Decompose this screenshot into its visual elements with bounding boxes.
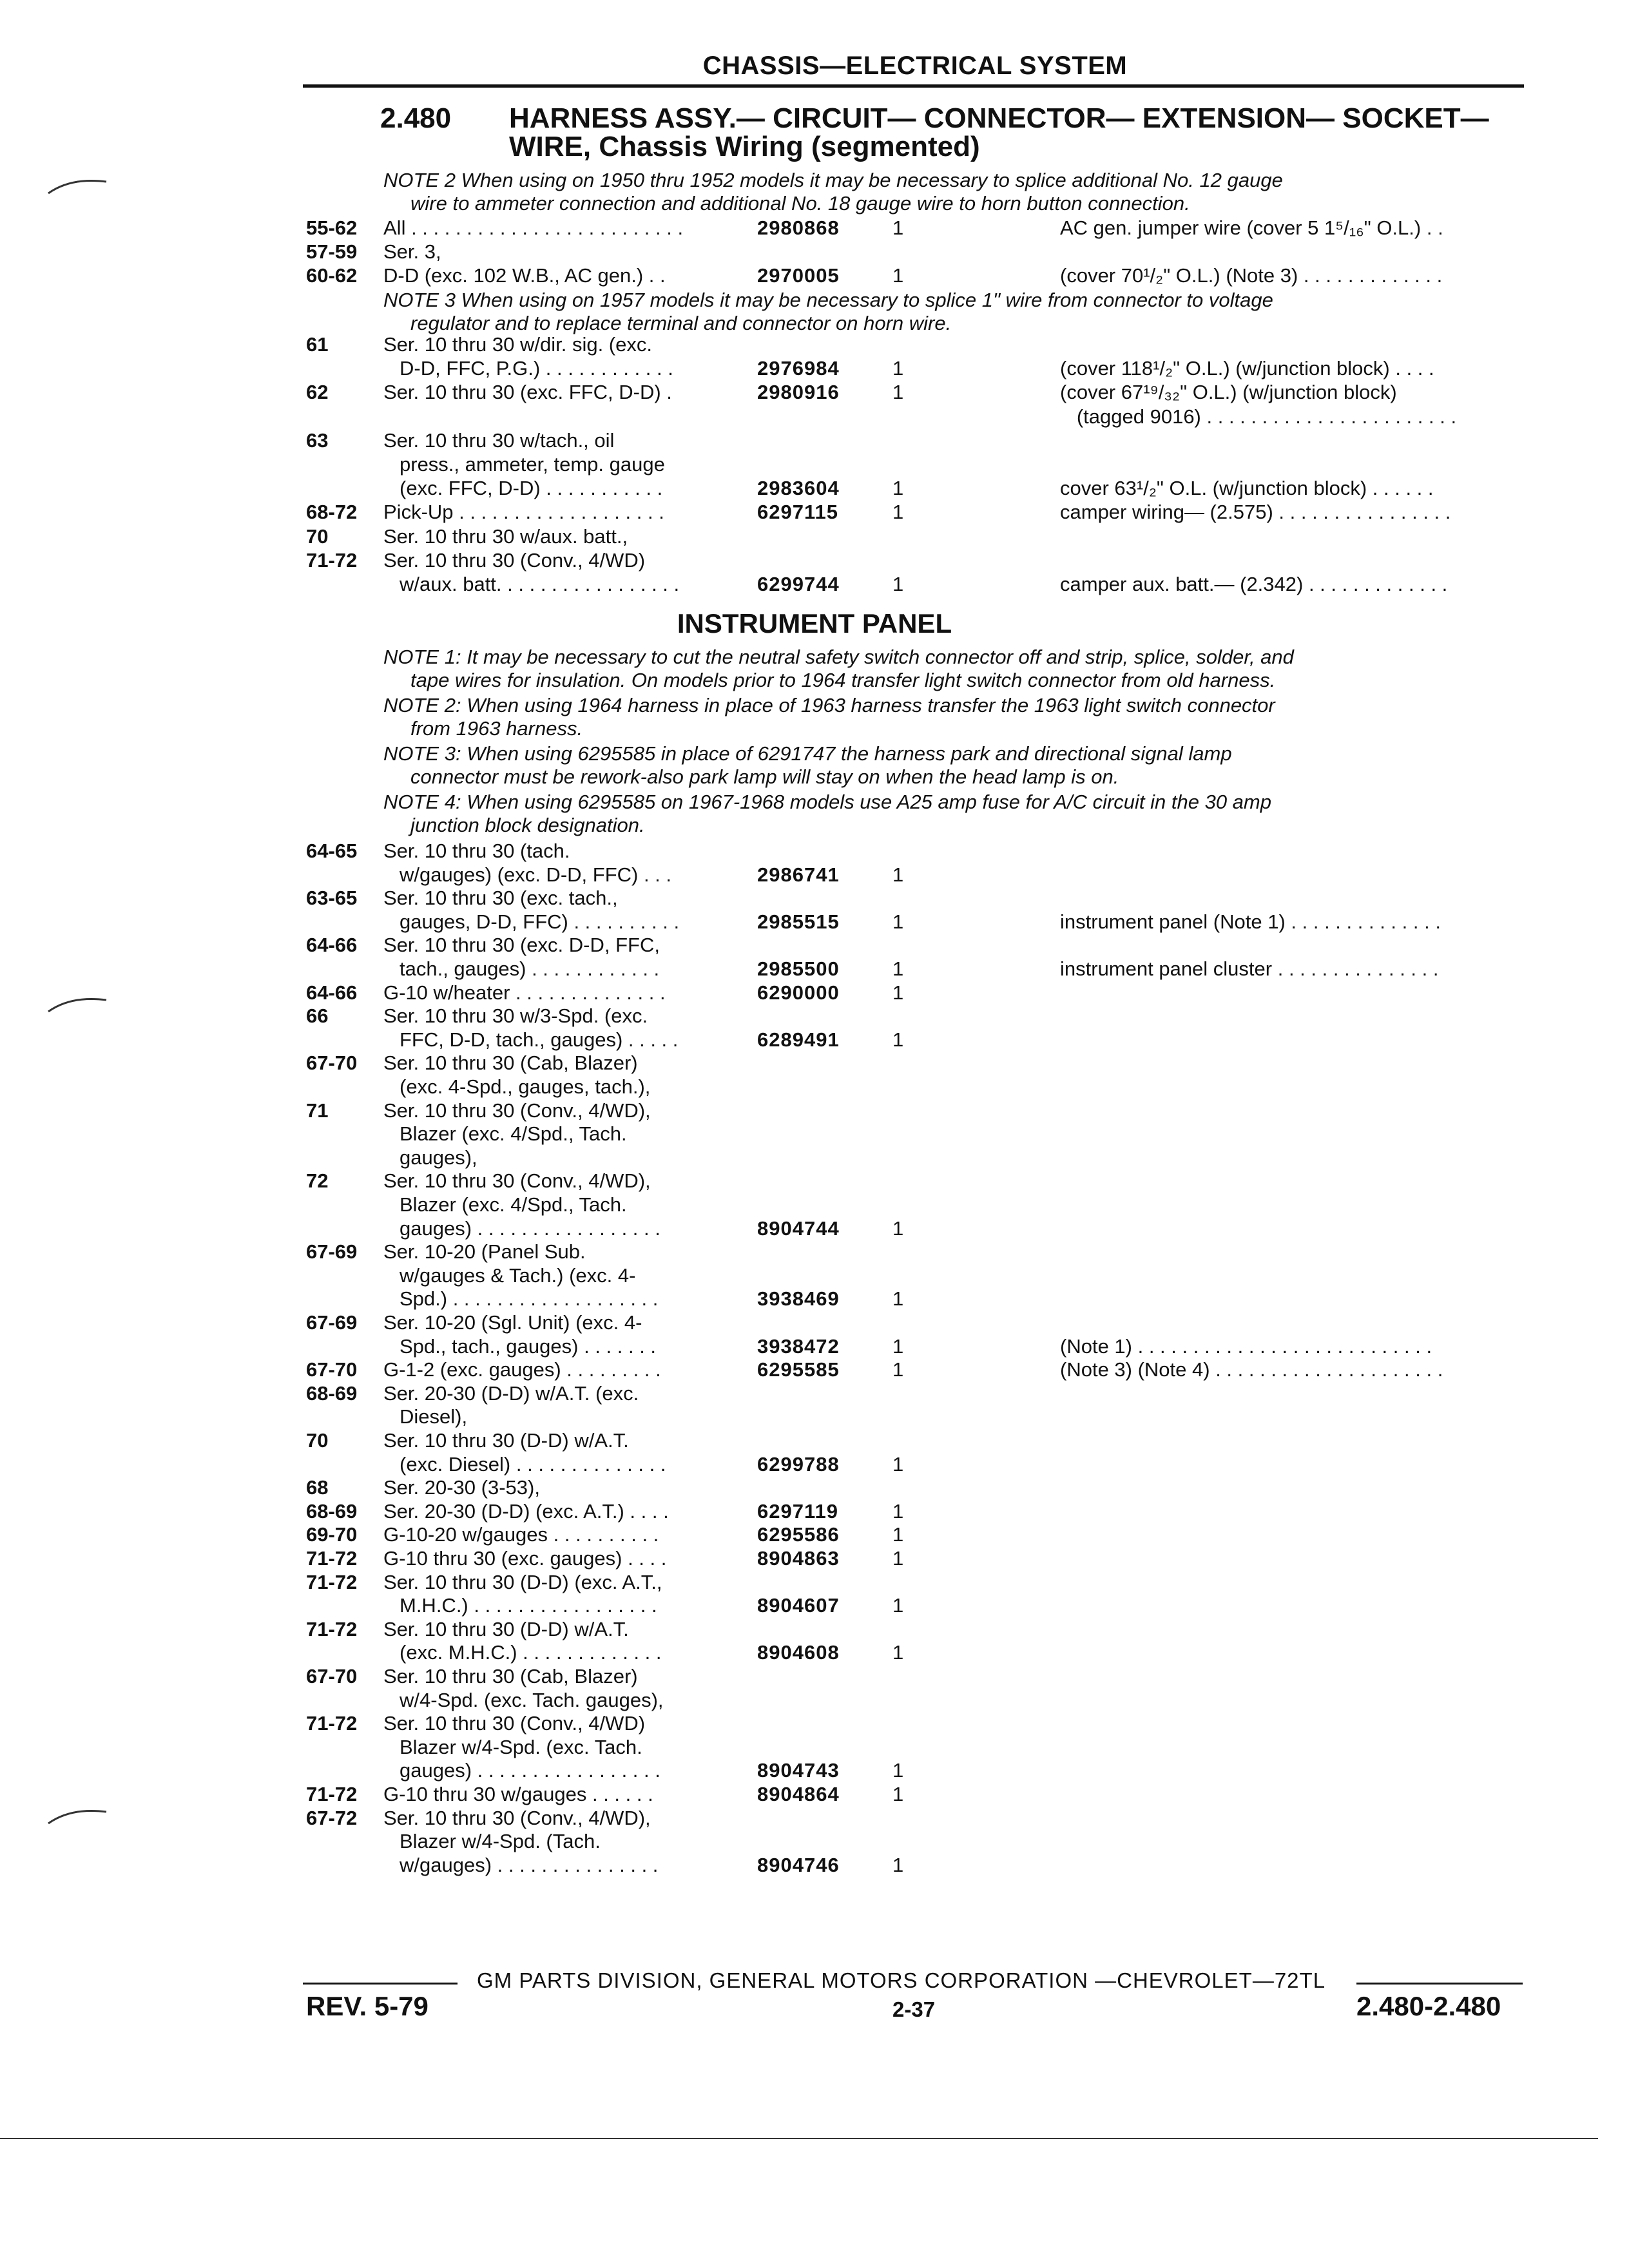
table-row xyxy=(0,1240,1629,1264)
model-year: 60-62 xyxy=(306,264,358,287)
table-row xyxy=(0,981,1629,1004)
part-number: 6290000 xyxy=(757,981,840,1004)
quantity: 1 xyxy=(892,1853,904,1876)
model-year: 69-70 xyxy=(306,1523,358,1546)
description: Ser. 10 thru 30 (Conv., 4/WD), xyxy=(383,1806,651,1829)
note-line: regulator and to replace terminal and connector on horn wire. xyxy=(410,312,952,334)
footer-publisher: GM PARTS DIVISION, GENERAL MOTORS CORPORATION —CHEVROLET—72TL xyxy=(477,1968,1326,1992)
description: Ser. 10 thru 30 (Cab, Blazer) xyxy=(383,1052,638,1075)
description: Ser. 10 thru 30 (Conv., 4/WD) xyxy=(383,548,646,572)
model-year: 64-65 xyxy=(306,840,358,862)
table-row xyxy=(0,910,1629,934)
remarks: camper wiring— (2.575) . . . . . . . . . . . . . . . . xyxy=(1060,501,1451,524)
description: tach., gauges) . . . . . . . . . . . . xyxy=(400,957,660,980)
quantity: 1 xyxy=(892,1028,904,1051)
part-number: 2976984 xyxy=(757,357,840,380)
table-row xyxy=(0,1405,1629,1428)
model-year: 71-72 xyxy=(306,1547,358,1570)
description: G-10 w/heater . . . . . . . . . . . . . . xyxy=(383,981,666,1004)
description: Ser. 10 thru 30 w/3-Spd. (exc. xyxy=(383,1004,648,1028)
model-year: 67-72 xyxy=(306,1806,358,1829)
table-row xyxy=(0,264,1629,287)
model-year: 57-59 xyxy=(306,240,358,263)
section-title-line2: WIRE, Chassis Wiring (segmented) xyxy=(509,131,980,162)
part-number: 6299744 xyxy=(757,573,840,595)
page-header-title: CHASSIS—ELECTRICAL SYSTEM xyxy=(702,52,1128,80)
quantity: 1 xyxy=(892,477,904,500)
model-year: 62 xyxy=(306,381,329,404)
description: Blazer (exc. 4/Spd., Tach. xyxy=(400,1122,627,1146)
remarks: (cover 67¹⁹/₃₂" O.L.) (w/junction block) xyxy=(1060,381,1397,404)
table-row xyxy=(0,1028,1629,1052)
description: Ser. 20-30 (D-D) w/A.T. (exc. xyxy=(383,1381,639,1405)
description: Blazer (exc. 4/Spd., Tach. xyxy=(400,1193,627,1216)
part-number: 6297115 xyxy=(757,501,838,524)
quantity: 1 xyxy=(892,381,904,404)
model-year: 67-70 xyxy=(306,1358,358,1381)
quantity: 1 xyxy=(892,1547,904,1570)
description: press., ammeter, temp. gauge xyxy=(400,453,665,476)
quantity: 1 xyxy=(892,1452,904,1475)
model-year: 67-70 xyxy=(306,1665,358,1687)
part-number: 8904864 xyxy=(757,1783,840,1805)
description: Ser. 10 thru 30 (D-D) w/A.T. xyxy=(383,1429,629,1452)
table-row xyxy=(0,476,1629,500)
note-line: NOTE 2 When using on 1950 thru 1952 models it may be necessary to splice additional No. 12 gauge xyxy=(383,169,1283,191)
part-number: 2980916 xyxy=(757,381,840,404)
description: Ser. 10 thru 30 (exc. tach., xyxy=(383,887,618,910)
part-number: 2970005 xyxy=(757,264,840,287)
table-row xyxy=(0,1664,1629,1688)
model-year: 67-69 xyxy=(306,1240,358,1264)
quantity: 1 xyxy=(892,357,904,380)
table-row xyxy=(0,1523,1629,1546)
description: w/gauges & Tach.) (exc. 4- xyxy=(400,1264,636,1287)
footer-revision: REV. 5-79 xyxy=(306,1991,429,2021)
table-row xyxy=(0,1711,1629,1735)
instrument-panel-heading: INSTRUMENT PANEL xyxy=(677,608,952,639)
description: Ser. 10-20 (Panel Sub. xyxy=(383,1240,586,1264)
table-row xyxy=(0,240,1629,264)
table-row xyxy=(0,500,1629,524)
quantity: 1 xyxy=(892,957,904,980)
footer-rule-left xyxy=(303,1983,458,1984)
description: G-10 thru 30 (exc. gauges) . . . . xyxy=(383,1547,667,1570)
note-line: NOTE 2: When using 1964 harness in place of 1963 harness transfer the 1963 light switch connector xyxy=(383,694,1275,716)
note-line: from 1963 harness. xyxy=(410,717,583,740)
description: Spd., tach., gauges) . . . . . . . xyxy=(400,1334,657,1358)
description: Pick-Up . . . . . . . . . . . . . . . . . . . xyxy=(383,501,664,524)
description: gauges) . . . . . . . . . . . . . . . . . xyxy=(400,1216,660,1240)
description: gauges), xyxy=(400,1146,477,1169)
model-year: 66 xyxy=(306,1004,329,1028)
remarks: (cover 118¹/₂" O.L.) (w/junction block) . . . . xyxy=(1060,357,1434,380)
description: gauges) . . . . . . . . . . . . . . . . . xyxy=(400,1759,660,1782)
table-row xyxy=(0,1617,1629,1641)
part-number: 8904863 xyxy=(757,1547,840,1570)
note-line: junction block designation. xyxy=(410,814,645,836)
header-rule xyxy=(303,84,1524,88)
table-row xyxy=(0,548,1629,572)
part-number: 6297119 xyxy=(757,1499,838,1523)
description: Spd.) . . . . . . . . . . . . . . . . . . . xyxy=(400,1287,659,1311)
section-heading xyxy=(380,104,1489,161)
table-row xyxy=(0,1640,1629,1664)
table-row xyxy=(0,1546,1629,1570)
binder-hole-mark xyxy=(45,992,110,1018)
table-row xyxy=(0,1311,1629,1334)
description: Ser. 10 thru 30 (D-D) (exc. A.T., xyxy=(383,1570,662,1593)
quantity: 1 xyxy=(892,910,904,933)
note-line: connector must be rework-also park lamp will stay on when the head lamp is on. xyxy=(410,765,1119,788)
footer-page-number: 2-37 xyxy=(892,1997,936,2021)
quantity: 1 xyxy=(892,1287,904,1311)
table-row xyxy=(0,1758,1629,1782)
table-row xyxy=(0,1381,1629,1405)
table-row xyxy=(0,933,1629,957)
description: w/gauges) (exc. D-D, FFC) . . . xyxy=(400,863,672,886)
model-year: 68-69 xyxy=(306,1499,358,1523)
quantity: 1 xyxy=(892,1499,904,1523)
part-number: 2985515 xyxy=(757,910,840,933)
model-year: 70 xyxy=(306,524,329,548)
model-year: 67-70 xyxy=(306,1052,358,1075)
quantity: 1 xyxy=(892,1358,904,1381)
table-row xyxy=(0,1782,1629,1806)
binder-hole-mark xyxy=(45,174,110,200)
note-3-top xyxy=(383,289,1537,335)
table-row xyxy=(0,428,1629,452)
table-row xyxy=(0,524,1629,548)
footer-section-range: 2.480-2.480 xyxy=(1356,1991,1501,2021)
binder-hole-mark xyxy=(45,1804,110,1830)
description: Blazer w/4-Spd. (Tach. xyxy=(400,1830,601,1853)
description: D-D, FFC, P.G.) . . . . . . . . . . . . xyxy=(400,357,673,380)
description: Ser. 10 thru 30 (Cab, Blazer) xyxy=(383,1665,638,1687)
description: (exc. Diesel) . . . . . . . . . . . . . . xyxy=(400,1452,666,1475)
table-row xyxy=(0,356,1629,380)
model-year: 68 xyxy=(306,1476,329,1499)
model-year: 71 xyxy=(306,1099,329,1122)
table-row xyxy=(0,452,1629,476)
description: Ser. 20-30 (D-D) (exc. A.T.) . . . . xyxy=(383,1499,669,1523)
table-row xyxy=(0,1287,1629,1311)
description: M.H.C.) . . . . . . . . . . . . . . . . . xyxy=(400,1594,657,1617)
quantity: 1 xyxy=(892,1783,904,1805)
table-row xyxy=(0,1688,1629,1712)
note-line: wire to ammeter connection and additional No. 18 gauge wire to horn button connection. xyxy=(410,192,1190,215)
description: Ser. 10 thru 30 (tach. xyxy=(383,840,570,862)
note-line: NOTE 3: When using 6295585 in place of 6291747 the harness park and directional signal lamp xyxy=(383,742,1232,765)
table-row xyxy=(0,1806,1629,1830)
ip-note-2 xyxy=(383,694,1537,740)
description: G-10-20 w/gauges . . . . . . . . . . xyxy=(383,1523,659,1546)
description: (exc. M.H.C.) . . . . . . . . . . . . . xyxy=(400,1641,662,1664)
remarks: instrument panel cluster . . . . . . . . . . . . . . . xyxy=(1060,957,1439,980)
description: (exc. FFC, D-D) . . . . . . . . . . . xyxy=(400,477,663,500)
description: G-1-2 (exc. gauges) . . . . . . . . . xyxy=(383,1358,661,1381)
part-number: 8904746 xyxy=(757,1853,840,1876)
quantity: 1 xyxy=(892,501,904,524)
quantity: 1 xyxy=(892,1759,904,1782)
note-2-top xyxy=(383,169,1537,215)
quantity: 1 xyxy=(892,1523,904,1546)
table-row xyxy=(0,405,1629,428)
model-year: 71-72 xyxy=(306,1783,358,1805)
quantity: 1 xyxy=(892,863,904,886)
model-year: 67-69 xyxy=(306,1311,358,1334)
remarks: camper aux. batt.— (2.342) . . . . . . . . . . . . . xyxy=(1060,573,1448,595)
description: FFC, D-D, tach., gauges) . . . . . xyxy=(400,1028,679,1051)
footer-rule-right xyxy=(1356,1983,1523,1984)
note-line: NOTE 3 When using on 1957 models it may be necessary to splice 1" wire from connector to voltage xyxy=(383,289,1273,311)
description: Ser. 10 thru 30 (Conv., 4/WD), xyxy=(383,1099,651,1122)
description: Ser. 10 thru 30 (Conv., 4/WD) xyxy=(383,1712,646,1735)
bottom-edge-rule xyxy=(0,2138,1598,2139)
remarks: AC gen. jumper wire (cover 5 1⁵/₁₆" O.L.) . . xyxy=(1060,216,1443,239)
model-year: 71-72 xyxy=(306,1570,358,1593)
description: Blazer w/4-Spd. (exc. Tach. xyxy=(400,1735,642,1758)
part-number: 2983604 xyxy=(757,477,840,500)
description: Ser. 10 thru 30 (exc. D-D, FFC, xyxy=(383,934,660,957)
ip-note-4 xyxy=(383,791,1537,837)
remarks: (cover 70¹/₂" O.L.) (Note 3) . . . . . . . . . . . . . xyxy=(1060,264,1443,287)
part-number: 6299788 xyxy=(757,1452,840,1475)
quantity: 1 xyxy=(892,1594,904,1617)
model-year: 63-65 xyxy=(306,887,358,910)
remarks: (Note 1) . . . . . . . . . . . . . . . . . . . . . . . . . . . xyxy=(1060,1334,1432,1358)
table-row xyxy=(0,1358,1629,1381)
description: Ser. 10 thru 30 w/aux. batt., xyxy=(383,524,628,548)
model-year: 71-72 xyxy=(306,1617,358,1640)
table-row xyxy=(0,1853,1629,1877)
part-number: 8904607 xyxy=(757,1594,840,1617)
note-line: NOTE 1: It may be necessary to cut the neutral safety switch connector off and strip, splice, solder, and xyxy=(383,646,1294,668)
description: Ser. 10 thru 30 w/dir. sig. (exc. xyxy=(383,333,652,356)
ip-note-3 xyxy=(383,742,1537,789)
description: w/aux. batt. . . . . . . . . . . . . . . . . xyxy=(400,573,680,595)
table-row xyxy=(0,216,1629,240)
table-row xyxy=(0,572,1629,596)
part-number: 3938469 xyxy=(757,1287,840,1311)
description: G-10 thru 30 w/gauges . . . . . . xyxy=(383,1783,653,1805)
table-row xyxy=(0,1099,1629,1122)
table-row xyxy=(0,886,1629,910)
description: All . . . . . . . . . . . . . . . . . . . . . . . . . xyxy=(383,216,684,239)
model-year: 70 xyxy=(306,1429,329,1452)
table-row xyxy=(0,1075,1629,1099)
table-row xyxy=(0,1735,1629,1759)
part-number: 3938472 xyxy=(757,1334,840,1358)
quantity: 1 xyxy=(892,216,904,239)
remarks: (tagged 9016) . . . . . . . . . . . . . . . . . . . . . . . xyxy=(1060,405,1457,428)
table-row xyxy=(0,1146,1629,1169)
description: Ser. 20-30 (3-53), xyxy=(383,1476,540,1499)
quantity: 1 xyxy=(892,1334,904,1358)
table-row xyxy=(0,839,1629,863)
part-number: 6295585 xyxy=(757,1358,840,1381)
table-row xyxy=(0,1264,1629,1287)
remarks: cover 63¹/₂" O.L. (w/junction block) . . . . . . xyxy=(1060,477,1434,500)
table-row xyxy=(0,1829,1629,1853)
section-title-line1: HARNESS ASSY.— CIRCUIT— CONNECTOR— EXTENSION— SOCKET— xyxy=(509,102,1489,134)
description: D-D (exc. 102 W.B., AC gen.) . . xyxy=(383,264,666,287)
table-row xyxy=(0,1051,1629,1075)
table-row xyxy=(0,1593,1629,1617)
remarks: (Note 3) (Note 4) . . . . . . . . . . . . . . . . . . . . . xyxy=(1060,1358,1443,1381)
quantity: 1 xyxy=(892,573,904,595)
section-number: 2.480 xyxy=(380,102,452,134)
model-year: 68-72 xyxy=(306,501,358,524)
note-line: tape wires for insulation. On models prior to 1964 transfer light switch connector from old harness. xyxy=(410,669,1276,691)
model-year: 55-62 xyxy=(306,216,358,239)
part-number: 6295586 xyxy=(757,1523,840,1546)
description: w/4-Spd. (exc. Tach. gauges), xyxy=(400,1688,664,1711)
description: Ser. 3, xyxy=(383,240,441,263)
model-year: 64-66 xyxy=(306,981,358,1004)
part-number: 6289491 xyxy=(757,1028,840,1051)
ip-note-1 xyxy=(383,646,1537,692)
model-year: 61 xyxy=(306,333,329,356)
quantity: 1 xyxy=(892,264,904,287)
table-row xyxy=(0,1216,1629,1240)
description: Diesel), xyxy=(400,1405,468,1428)
table-row xyxy=(0,1334,1629,1358)
table-row xyxy=(0,1499,1629,1523)
description: Ser. 10 thru 30 (D-D) w/A.T. xyxy=(383,1617,629,1640)
remarks: instrument panel (Note 1) . . . . . . . . . . . . . . xyxy=(1060,910,1441,933)
model-year: 71-72 xyxy=(306,548,358,572)
part-number: 2980868 xyxy=(757,216,840,239)
table-row xyxy=(0,1004,1629,1028)
table-row xyxy=(0,380,1629,404)
table-row xyxy=(0,332,1629,356)
table-row xyxy=(0,1452,1629,1476)
table-row xyxy=(0,1193,1629,1216)
part-number: 8904743 xyxy=(757,1759,840,1782)
note-line: NOTE 4: When using 6295585 on 1967-1968 models use A25 amp fuse for A/C circuit in the 30 amp xyxy=(383,791,1271,813)
table-row xyxy=(0,957,1629,981)
model-year: 72 xyxy=(306,1169,329,1193)
quantity: 1 xyxy=(892,981,904,1004)
table-row xyxy=(0,1475,1629,1499)
part-number: 8904608 xyxy=(757,1641,840,1664)
table-row xyxy=(0,1428,1629,1452)
description: Ser. 10 thru 30 w/tach., oil xyxy=(383,428,615,452)
model-year: 68-69 xyxy=(306,1381,358,1405)
description: (exc. 4-Spd., gauges, tach.), xyxy=(400,1075,651,1098)
table-row xyxy=(0,863,1629,887)
description: Ser. 10 thru 30 (Conv., 4/WD), xyxy=(383,1169,651,1193)
model-year: 71-72 xyxy=(306,1712,358,1735)
model-year: 64-66 xyxy=(306,934,358,957)
part-number: 8904744 xyxy=(757,1216,840,1240)
quantity: 1 xyxy=(892,1216,904,1240)
description: Ser. 10 thru 30 (exc. FFC, D-D) . xyxy=(383,381,672,404)
part-number: 2985500 xyxy=(757,957,840,980)
table-row xyxy=(0,1122,1629,1146)
table-row xyxy=(0,1570,1629,1594)
description: Ser. 10-20 (Sgl. Unit) (exc. 4- xyxy=(383,1311,642,1334)
table-row xyxy=(0,1169,1629,1193)
description: w/gauges) . . . . . . . . . . . . . . . xyxy=(400,1853,659,1876)
description: gauges, D-D, FFC) . . . . . . . . . . xyxy=(400,910,680,933)
part-number: 2986741 xyxy=(757,863,840,886)
model-year: 63 xyxy=(306,428,329,452)
quantity: 1 xyxy=(892,1641,904,1664)
